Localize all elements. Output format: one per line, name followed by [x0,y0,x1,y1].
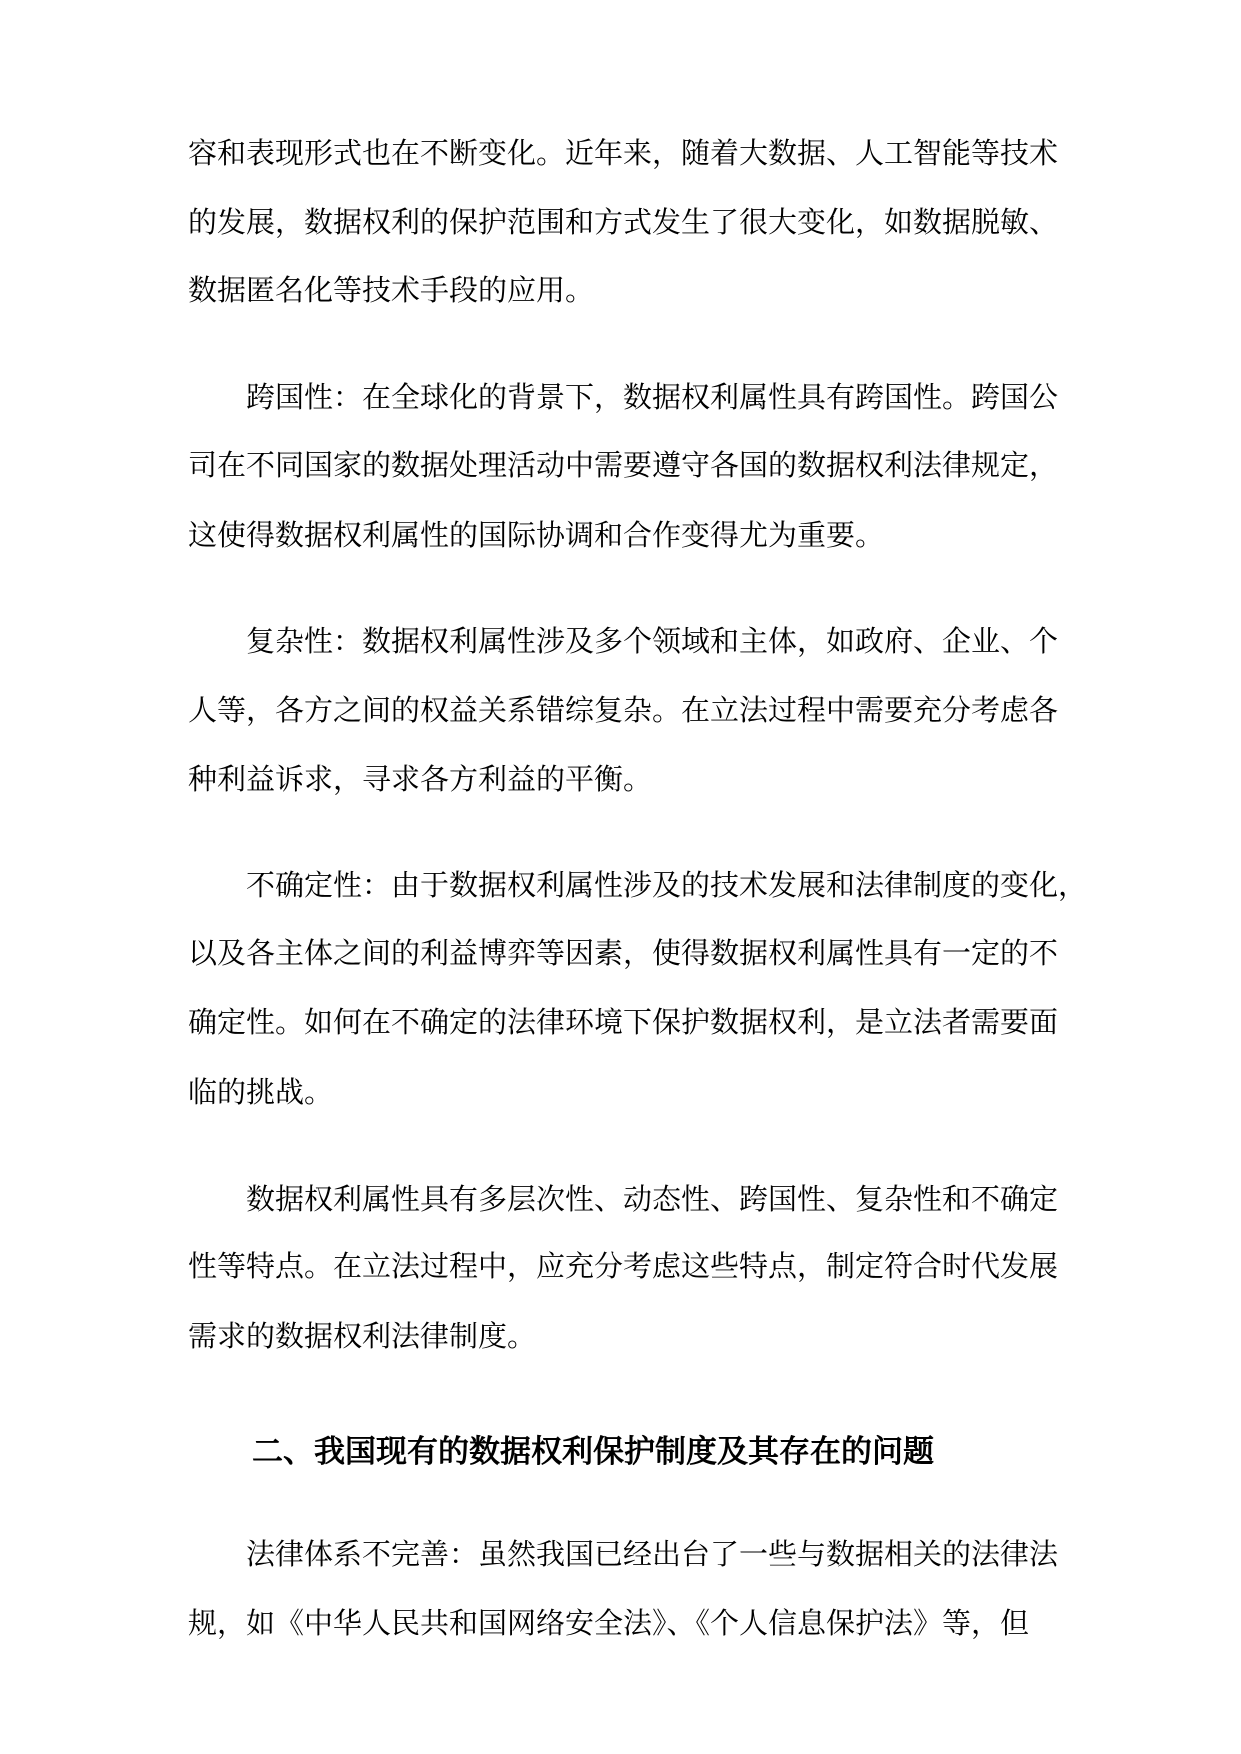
section-heading: 二、我国现有的数据权利保护制度及其存在的问题 [252,1434,934,1470]
paragraph-2-line-1: 跨国性：在全球化的背景下，数据权利属性具有跨国性。跨国公 [246,380,1059,414]
paragraph-1-line-2: 的发展，数据权利的保护范围和方式发生了很大变化，如数据脱敏、 [188,205,1059,239]
paragraph-5-line-1: 数据权利属性具有多层次性、动态性、跨国性、复杂性和不确定 [246,1182,1059,1216]
paragraph-5-line-3: 需求的数据权利法律制度。 [188,1319,537,1353]
section-paragraph-1-line-1: 法律体系不完善：虽然我国已经出台了一些与数据相关的法律法 [246,1537,1059,1571]
paragraph-3-line-3: 种利益诉求，寻求各方利益的平衡。 [188,762,653,796]
paragraph-4-line-3: 确定性。如何在不确定的法律环境下保护数据权利，是立法者需要面 [188,1005,1059,1039]
paragraph-4-line-2: 以及各主体之间的利益博弈等因素，使得数据权利属性具有一定的不 [188,936,1059,970]
paragraph-1-line-3: 数据匿名化等技术手段的应用。 [188,273,595,307]
paragraph-2-line-3: 这使得数据权利属性的国际协调和合作变得尤为重要。 [188,518,885,552]
section-paragraph-1-line-2: 规，如《中华人民共和国网络安全法》、《个人信息保护法》等，但 [188,1606,1030,1640]
paragraph-4-line-4: 临的挑战。 [188,1075,334,1109]
paragraph-1-line-1: 容和表现形式也在不断变化。近年来，随着大数据、人工智能等技术 [188,136,1059,170]
paragraph-2-line-2: 司在不同国家的数据处理活动中需要遵守各国的数据权利法律规定， [188,448,1059,482]
paragraph-3-line-1: 复杂性：数据权利属性涉及多个领域和主体，如政府、企业、个 [246,624,1059,658]
paragraph-5-line-2: 性等特点。在立法过程中，应充分考虑这些特点，制定符合时代发展 [188,1249,1059,1283]
paragraph-3-line-2: 人等，各方之间的权益关系错综复杂。在立法过程中需要充分考虑各 [188,693,1059,727]
paragraph-4-line-1: 不确定性：由于数据权利属性涉及的技术发展和法律制度的变化， [246,868,1088,902]
